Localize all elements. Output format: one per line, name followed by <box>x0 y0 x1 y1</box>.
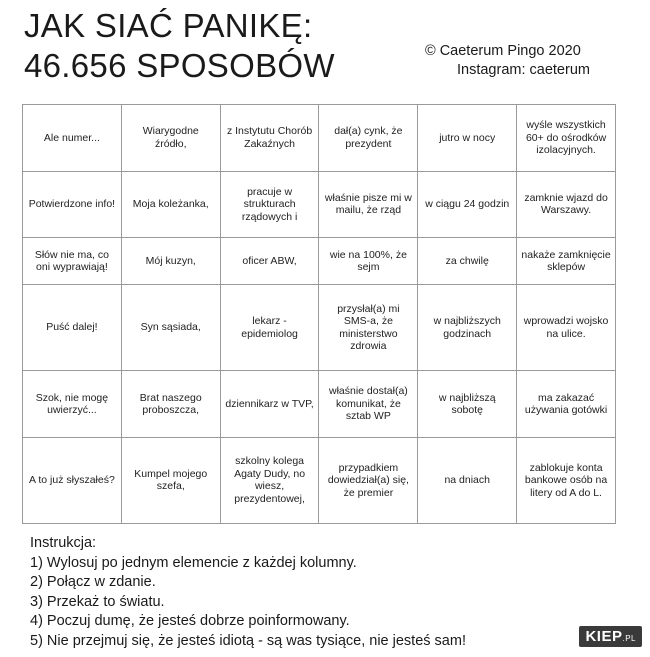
grid-cell: dziennikarz w TVP, <box>220 371 319 438</box>
grid-cell: pracuje w strukturach rządowych i <box>220 171 319 238</box>
grid-row <box>23 437 616 523</box>
credit <box>425 42 590 80</box>
watermark-suffix: .PL <box>622 634 636 643</box>
grid-cell: Wiarygodne źródło, <box>121 105 220 172</box>
grid-cell: ma zakazać używania gotówki <box>517 371 616 438</box>
grid-cell: wie na 100%, że sejm <box>319 238 418 285</box>
grid-cell: dał(a) cynk, że prezydent <box>319 105 418 172</box>
instructions-heading: Instrukcja: <box>30 535 97 551</box>
grid-cell: lekarz -epidemiolog <box>220 285 319 371</box>
grid-cell: Mój kuzyn, <box>121 238 220 285</box>
grid-cell: Syn sąsiada, <box>121 285 220 371</box>
grid-cell: przysłał(a) mi SMS-a, że ministerstwo zdrowia <box>319 285 418 371</box>
instruction-step: 1) Wylosuj po jednym elemencie z każdej kolumny. <box>30 554 357 571</box>
watermark-text: KIEP <box>585 628 623 645</box>
grid-cell: właśnie pisze mi w mailu, że rząd <box>319 171 418 238</box>
grid-cell: w najbliższą sobotę <box>418 371 517 438</box>
title-line-1: JAK SIAĆ PANIKĘ: <box>24 7 313 44</box>
grid-cell: zamknie wjazd do Warszawy. <box>517 171 616 238</box>
grid-cell: szkolny kolega Agaty Dudy, no wiesz, prezydentowej, <box>220 437 319 523</box>
grid-cell: w najbliższych godzinach <box>418 285 517 371</box>
grid-cell: z Instytutu Chorób Zakaźnych <box>220 105 319 172</box>
grid-cell: nakaże zamknięcie sklepów <box>517 238 616 285</box>
credit-instagram: Instagram: caeterum <box>457 62 590 78</box>
grid-cell: Potwierdzone info! <box>23 171 122 238</box>
grid-cell: jutro w nocy <box>418 105 517 172</box>
grid-cell: w ciągu 24 godzin <box>418 171 517 238</box>
instruction-step: 4) Poczuj dumę, że jesteś dobrze poinformowany. <box>30 613 350 629</box>
phrase-grid <box>22 104 616 524</box>
title-line-2: 46.656 SPOSOBÓW <box>24 47 335 84</box>
grid-cell: Szok, nie mogę uwierzyć... <box>23 371 122 438</box>
grid-row <box>23 238 616 285</box>
grid-row <box>23 285 616 371</box>
grid-cell: Kumpel mojego szefa, <box>121 437 220 523</box>
grid-cell: A to już słyszałeś? <box>23 437 122 523</box>
grid-cell: Moja koleżanka, <box>121 171 220 238</box>
grid-cell: przypadkiem dowiedział(a) się, że premier <box>319 437 418 523</box>
grid-cell: Brat naszego proboszcza, <box>121 371 220 438</box>
grid-cell: na dniach <box>418 437 517 523</box>
grid-cell: wyśle wszystkich 60+ do ośrodków izolacyjnych. <box>517 105 616 172</box>
instructions <box>30 534 466 651</box>
instruction-step: 2) Połącz w zdanie. <box>30 574 156 590</box>
grid-row <box>23 371 616 438</box>
grid-row <box>23 105 616 172</box>
grid-cell: Ale numer... <box>23 105 122 172</box>
grid-cell: oficer ABW, <box>220 238 319 285</box>
grid-cell: właśnie dostał(a) komunikat, że sztab WP <box>319 371 418 438</box>
page-title <box>24 6 335 86</box>
watermark-logo <box>579 626 642 647</box>
grid-cell: zablokuje konta bankowe osób na litery od A do L. <box>517 437 616 523</box>
grid-cell: Puść dalej! <box>23 285 122 371</box>
grid-row <box>23 171 616 238</box>
credit-copyright: © Caeterum Pingo 2020 <box>425 43 581 59</box>
grid-cell: wprowadzi wojsko na ulice. <box>517 285 616 371</box>
instruction-step: 3) Przekaż to światu. <box>30 593 165 610</box>
grid-cell: za chwilę <box>418 238 517 285</box>
instruction-step: 5) Nie przejmuj się, że jesteś idiotą - są was tysiące, nie jesteś sam! <box>30 632 466 649</box>
grid-cell: Słów nie ma, co oni wyprawiają! <box>23 238 122 285</box>
